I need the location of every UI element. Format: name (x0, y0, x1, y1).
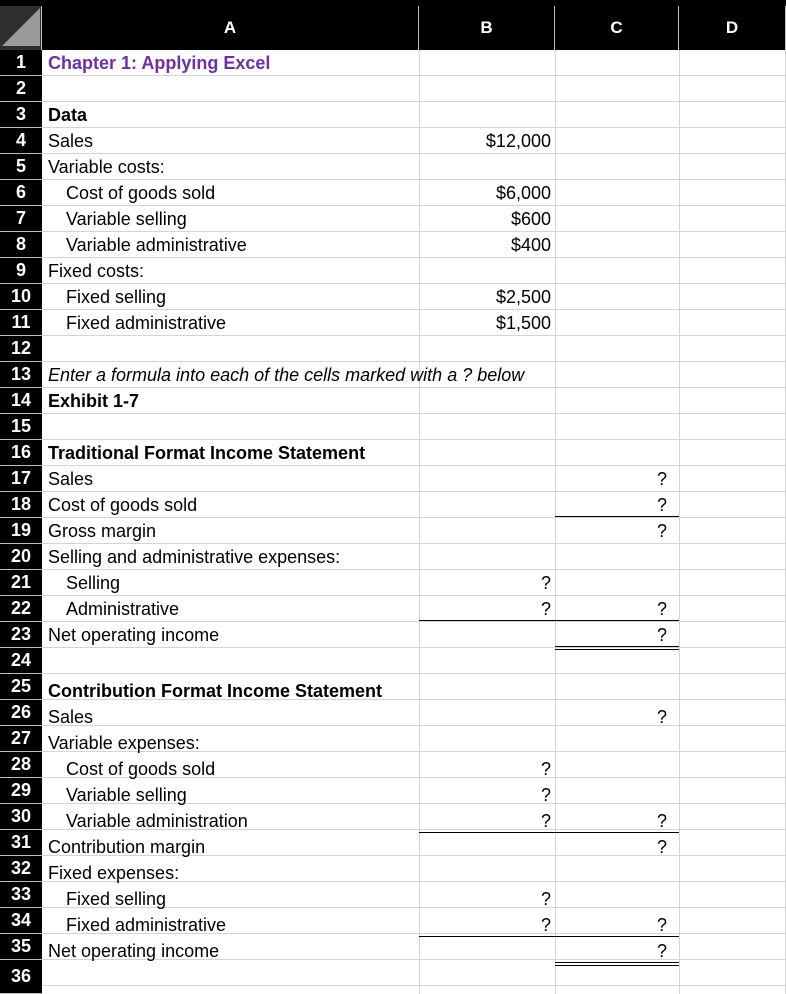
cell-a7[interactable]: Variable selling (66, 209, 187, 229)
cell-a22[interactable]: Administrative (66, 599, 180, 619)
select-all-corner[interactable] (0, 6, 42, 50)
row-header-16[interactable]: 16 (0, 440, 42, 466)
cell-b34[interactable]: ? (540, 915, 551, 935)
row-header-1[interactable]: 1 (0, 50, 42, 76)
underline-b22 (419, 620, 555, 621)
cell-a6[interactable]: Cost of goods sold (66, 183, 216, 203)
row-header-33[interactable]: 33 (0, 882, 42, 908)
cell-c18[interactable]: ? (656, 495, 667, 515)
cell-b22[interactable]: ? (540, 599, 551, 619)
cell-a13-instructions[interactable]: Enter a formula into each of the cells marked with a ? below (48, 365, 525, 385)
cell-a3[interactable]: Data (48, 105, 88, 125)
underline-c18 (555, 516, 679, 517)
row-header-25[interactable]: 25 (0, 674, 42, 700)
cell-a1-title[interactable]: Chapter 1: Applying Excel (48, 53, 271, 73)
cell-b30[interactable]: ? (540, 811, 551, 831)
row-header-28[interactable]: 28 (0, 752, 42, 778)
underline-c34 (555, 936, 679, 937)
cell-a25[interactable]: Contribution Format Income Statement (48, 681, 383, 701)
row-header-26[interactable]: 26 (0, 700, 42, 726)
cell-b21[interactable]: ? (540, 573, 551, 593)
row-header-19[interactable]: 19 (0, 518, 42, 544)
cell-a29[interactable]: Variable selling (66, 785, 187, 805)
underline-b30 (419, 832, 555, 833)
cell-b28[interactable]: ? (540, 759, 551, 779)
row-header-11[interactable]: 11 (0, 310, 42, 336)
cell-b4[interactable]: $12,000 (485, 131, 551, 151)
row-gridline (42, 985, 786, 986)
cell-a8[interactable]: Variable administrative (66, 235, 247, 255)
cell-a30[interactable]: Variable administration (66, 811, 248, 831)
cell-a33[interactable]: Fixed selling (66, 889, 167, 909)
cell-b6[interactable]: $6,000 (495, 183, 551, 203)
row-header-32[interactable]: 32 (0, 856, 42, 882)
select-all-triangle-icon (2, 8, 40, 46)
row-header-18[interactable]: 18 (0, 492, 42, 518)
row-header-9[interactable]: 9 (0, 258, 42, 284)
row-gridline (42, 101, 786, 102)
cell-a35[interactable]: Net operating income (48, 941, 220, 961)
cell-a34[interactable]: Fixed administrative (66, 915, 227, 935)
cell-b11[interactable]: $1,500 (495, 313, 551, 333)
cell-a14[interactable]: Exhibit 1-7 (48, 391, 140, 411)
cell-a32[interactable]: Fixed expenses: (48, 863, 180, 883)
row-header-21[interactable]: 21 (0, 570, 42, 596)
double-underline-c35 (555, 962, 679, 966)
cell-c35[interactable]: ? (656, 941, 667, 961)
row-header-13[interactable]: 13 (0, 362, 42, 388)
row-gridline (42, 127, 786, 128)
cell-c30[interactable]: ? (656, 811, 667, 831)
cell-b33[interactable]: ? (540, 889, 551, 909)
cell-a18[interactable]: Cost of goods sold (48, 495, 198, 515)
row-header-8[interactable]: 8 (0, 232, 42, 258)
row-header-2[interactable]: 2 (0, 76, 42, 102)
row-header-29[interactable]: 29 (0, 778, 42, 804)
cell-a31[interactable]: Contribution margin (48, 837, 206, 857)
cell-a26[interactable]: Sales (48, 707, 94, 727)
cell-c17[interactable]: ? (656, 469, 667, 489)
row-header-6[interactable]: 6 (0, 180, 42, 206)
cell-c22[interactable]: ? (656, 599, 667, 619)
row-header-23[interactable]: 23 (0, 622, 42, 648)
column-header-c[interactable]: C (555, 6, 679, 50)
row-header-30[interactable]: 30 (0, 804, 42, 830)
cell-a27[interactable]: Variable expenses: (48, 733, 200, 753)
column-header-d[interactable]: D (679, 6, 786, 50)
cell-a10[interactable]: Fixed selling (66, 287, 167, 307)
row-header-22[interactable]: 22 (0, 596, 42, 622)
row-header-15[interactable]: 15 (0, 414, 42, 440)
cell-a9[interactable]: Fixed costs: (48, 261, 145, 281)
cell-a17[interactable]: Sales (48, 469, 94, 489)
cell-b7[interactable]: $600 (510, 209, 551, 229)
underline-b34 (419, 936, 555, 937)
cell-a28[interactable]: Cost of goods sold (66, 759, 216, 779)
cell-b29[interactable]: ? (540, 785, 551, 805)
row-header-27[interactable]: 27 (0, 726, 42, 752)
column-gridline (679, 50, 680, 994)
cell-c19[interactable]: ? (656, 521, 667, 541)
row-gridline (42, 673, 786, 674)
row-header-5[interactable]: 5 (0, 154, 42, 180)
cell-c34[interactable]: ? (656, 915, 667, 935)
column-header-a[interactable]: A (42, 6, 419, 50)
cell-a19[interactable]: Gross margin (48, 521, 157, 541)
underline-c30 (555, 832, 679, 833)
row-header-20[interactable]: 20 (0, 544, 42, 570)
row-header-3[interactable]: 3 (0, 102, 42, 128)
row-header-31[interactable]: 31 (0, 830, 42, 856)
row-header-14[interactable]: 14 (0, 388, 42, 414)
row-header-17[interactable]: 17 (0, 466, 42, 492)
row-header-7[interactable]: 7 (0, 206, 42, 232)
double-underline-c23 (555, 646, 679, 650)
row-gridline (42, 725, 786, 726)
cell-a11[interactable]: Fixed administrative (66, 313, 227, 333)
underline-c22 (555, 620, 679, 621)
row-header-12[interactable]: 12 (0, 336, 42, 362)
row-header-24[interactable]: 24 (0, 648, 42, 674)
column-header-b[interactable]: B (419, 6, 555, 50)
cell-a20[interactable]: Selling and administrative expenses: (48, 547, 341, 567)
row-header-36[interactable]: 36 (0, 960, 42, 994)
cell-c23[interactable]: ? (656, 625, 667, 645)
row-header-35[interactable]: 35 (0, 934, 42, 960)
cell-a21[interactable]: Selling (66, 573, 121, 593)
cell-b8[interactable]: $400 (510, 235, 551, 255)
row-header-10[interactable]: 10 (0, 284, 42, 310)
row-header-4[interactable]: 4 (0, 128, 42, 154)
cell-a4[interactable]: Sales (48, 131, 94, 151)
cell-c26[interactable]: ? (656, 707, 667, 727)
cell-c31[interactable]: ? (656, 837, 667, 857)
cell-a23[interactable]: Net operating income (48, 625, 220, 645)
row-header-34[interactable]: 34 (0, 908, 42, 934)
cell-a5[interactable]: Variable costs: (48, 157, 165, 177)
row-gridline (42, 413, 786, 414)
cell-a16[interactable]: Traditional Format Income Statement (48, 443, 366, 463)
cell-b10[interactable]: $2,500 (495, 287, 551, 307)
